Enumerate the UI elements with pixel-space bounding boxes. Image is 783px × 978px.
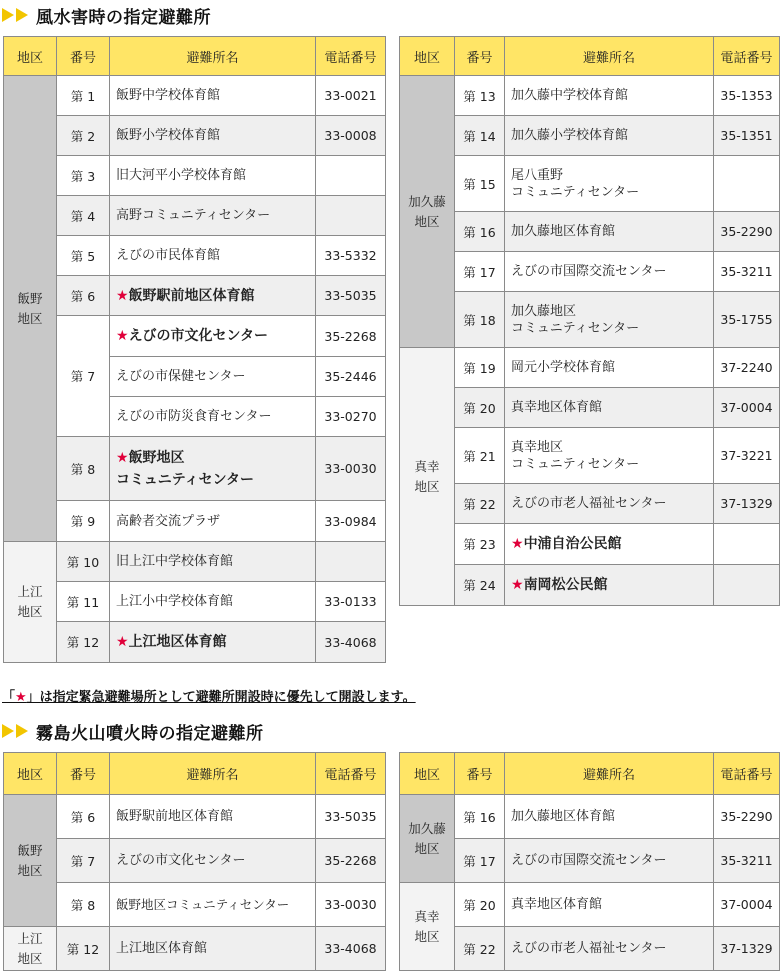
table-row [400,252,780,292]
shelter-name: 飯野中学校体育館 [110,76,316,116]
table-volcano-left [3,752,386,971]
row-num: 第 11 [57,582,110,622]
table-header [4,37,386,76]
row-num: 第 22 [455,927,505,971]
shelter-tel: 35-2268 [316,316,386,357]
shelter-name: ★上江地区体育館 [110,622,316,663]
shelter-tel: 35-2446 [316,357,386,397]
shelter-tel: 35-2290 [714,795,780,839]
row-num: 第 13 [455,76,505,116]
table-row [400,76,780,116]
shelter-name: 高野コミュニティセンター [110,196,316,236]
table-header [400,37,780,76]
header-name: 避難所名 [505,753,714,795]
header-area: 地区 [4,37,57,76]
row-num: 第 20 [455,883,505,927]
section2-title [2,718,264,744]
row-num: 第 19 [455,348,505,388]
table-row [400,524,780,565]
table-row [400,116,780,156]
row-num: 第 6 [57,276,110,316]
shelter-tel: 35-1351 [714,116,780,156]
header-num: 番号 [57,753,110,795]
star-icon: ★ [15,690,27,705]
shelter-name: 上江地区体育館 [110,927,316,971]
shelter-name: 加久藤小学校体育館 [505,116,714,156]
section2-title-text: 霧島火山噴火時の指定避難所 [36,723,264,744]
arrow-icon [2,8,30,22]
shelter-name: 尾八重野 コミュニティセンター [505,156,714,212]
table-row [4,501,386,542]
table-flood-right [399,36,780,606]
shelter-tel: 33-5035 [316,276,386,316]
shelter-tel: 33-0008 [316,116,386,156]
table-row [4,795,386,839]
table-row [400,839,780,883]
area-iino: 飯野 地区 [4,76,57,542]
section1-title [2,2,211,28]
shelter-tel: 33-4068 [316,622,386,663]
header-tel: 電話番号 [316,37,386,76]
row-num: 第 21 [455,428,505,484]
shelter-tel: 37-1329 [714,927,780,971]
table-row [4,622,386,663]
row-num: 第 18 [455,292,505,348]
table-row [4,839,386,883]
row-num: 第 23 [455,524,505,565]
shelter-name: えびの市老人福祉センター [505,484,714,524]
shelter-name: ★飯野地区 コミュニティセンター [110,437,316,501]
table-header [4,753,386,795]
table-row [400,292,780,348]
row-num: 第 4 [57,196,110,236]
shelter-tel: 35-1755 [714,292,780,348]
table-row [400,795,780,839]
shelter-name: えびの市民体育館 [110,236,316,276]
shelter-name: 真幸地区 コミュニティセンター [505,428,714,484]
shelter-name: 旧上江中学校体育館 [110,542,316,582]
row-num: 第 5 [57,236,110,276]
row-num: 第 8 [57,883,110,927]
star-note: 「★」は指定緊急避難場所として避難所開設時に優先して開設します。 [2,690,416,705]
table-row [400,927,780,971]
star-icon: ★ [116,287,129,304]
table-row [400,428,780,484]
shelter-name: えびの市国際交流センター [505,839,714,883]
area-uwae: 上江 地区 [4,542,57,663]
table-row [400,388,780,428]
header-num: 番号 [455,753,505,795]
shelter-name: えびの市防災食育センター [110,397,316,437]
shelter-tel: 37-1329 [714,484,780,524]
table-row [400,883,780,927]
table-row [4,236,386,276]
shelter-name: 真幸地区体育館 [505,883,714,927]
row-num: 第 20 [455,388,505,428]
shelter-name: えびの市文化センター [110,839,316,883]
row-num: 第 17 [455,839,505,883]
area-masaki: 真幸 地区 [400,348,455,606]
header-area: 地区 [400,37,455,76]
star-icon: ★ [116,634,129,650]
shelter-tel [316,542,386,582]
shelter-tel: 33-0030 [316,437,386,501]
table-row [400,565,780,606]
header-tel: 電話番号 [714,753,780,795]
row-num: 第 9 [57,501,110,542]
shelter-name: 上江小中学校体育館 [110,582,316,622]
row-num: 第 12 [57,622,110,663]
shelter-name: 岡元小学校体育館 [505,348,714,388]
row-num: 第 15 [455,156,505,212]
row-num: 第 7 [57,839,110,883]
star-icon: ★ [116,449,129,466]
table-row [4,883,386,927]
shelter-tel: 35-3211 [714,252,780,292]
shelter-tel: 35-3211 [714,839,780,883]
shelter-name: えびの市老人福祉センター [505,927,714,971]
header-num: 番号 [455,37,505,76]
header-area: 地区 [4,753,57,795]
shelter-tel: 33-0021 [316,76,386,116]
row-num: 第 7 [57,316,110,437]
table-row [400,484,780,524]
shelter-tel: 35-1353 [714,76,780,116]
row-num: 第 3 [57,156,110,196]
shelter-name: ★えびの市文化センター [110,316,316,357]
header-num: 番号 [57,37,110,76]
shelter-name: 加久藤地区体育館 [505,212,714,252]
table-row [400,156,780,212]
star-icon: ★ [511,536,524,552]
table-row [4,582,386,622]
area-uwae: 上江 地区 [4,927,57,971]
row-num: 第 14 [455,116,505,156]
shelter-tel: 33-5332 [316,236,386,276]
table-row [4,316,386,357]
area-kakuto: 加久藤 地区 [400,76,455,348]
star-icon: ★ [511,577,524,593]
row-num: 第 6 [57,795,110,839]
shelter-tel: 37-0004 [714,883,780,927]
table-row [400,348,780,388]
table-row [4,542,386,582]
header-name: 避難所名 [110,37,316,76]
shelter-tel: 37-0004 [714,388,780,428]
arrow-icon [2,724,30,738]
shelter-tel [316,156,386,196]
star-icon: ★ [116,328,129,344]
area-iino: 飯野 地区 [4,795,57,927]
row-num: 第 16 [455,795,505,839]
shelter-name: 加久藤地区体育館 [505,795,714,839]
shelter-name: ★中浦自治公民館 [505,524,714,565]
shelter-tel [714,156,780,212]
shelter-name: えびの市保健センター [110,357,316,397]
shelter-tel: 37-3221 [714,428,780,484]
shelter-name: 飯野地区コミュニティセンター [110,883,316,927]
table-row [4,276,386,316]
table-flood-left [3,36,386,663]
shelter-tel: 33-4068 [316,927,386,971]
header-name: 避難所名 [110,753,316,795]
row-num: 第 22 [455,484,505,524]
shelter-tel: 33-0030 [316,883,386,927]
table-row [4,437,386,501]
shelter-name: えびの市国際交流センター [505,252,714,292]
shelter-name: 加久藤中学校体育館 [505,76,714,116]
row-num: 第 10 [57,542,110,582]
shelter-tel [714,565,780,606]
row-num: 第 16 [455,212,505,252]
row-num: 第 1 [57,76,110,116]
header-name: 避難所名 [505,37,714,76]
header-area: 地区 [400,753,455,795]
header-tel: 電話番号 [316,753,386,795]
shelter-tel: 33-0133 [316,582,386,622]
shelter-name: ★飯野駅前地区体育館 [110,276,316,316]
shelter-name: 飯野駅前地区体育館 [110,795,316,839]
table-header [400,753,780,795]
table-row [4,196,386,236]
shelter-name: 真幸地区体育館 [505,388,714,428]
area-masaki: 真幸 地区 [400,883,455,971]
shelter-name: ★南岡松公民館 [505,565,714,606]
shelter-name: 旧大河平小学校体育館 [110,156,316,196]
header-tel: 電話番号 [714,37,780,76]
table-row [400,212,780,252]
row-num: 第 12 [57,927,110,971]
shelter-tel: 33-0984 [316,501,386,542]
row-num: 第 17 [455,252,505,292]
table-row [4,156,386,196]
shelter-name: 加久藤地区 コミュニティセンター [505,292,714,348]
row-num: 第 2 [57,116,110,156]
table-row [4,116,386,156]
shelter-name: 飯野小学校体育館 [110,116,316,156]
shelter-tel: 33-5035 [316,795,386,839]
area-kakuto: 加久藤 地区 [400,795,455,883]
table-row [4,927,386,971]
shelter-tel [714,524,780,565]
shelter-tel [316,196,386,236]
shelter-name: 高齢者交流プラザ [110,501,316,542]
table-row [4,76,386,116]
shelter-tel: 37-2240 [714,348,780,388]
row-num: 第 24 [455,565,505,606]
section1-title-text: 風水害時の指定避難所 [36,7,211,28]
shelter-tel: 35-2290 [714,212,780,252]
table-volcano-right [399,752,780,971]
shelter-tel: 33-0270 [316,397,386,437]
shelter-tel: 35-2268 [316,839,386,883]
row-num: 第 8 [57,437,110,501]
